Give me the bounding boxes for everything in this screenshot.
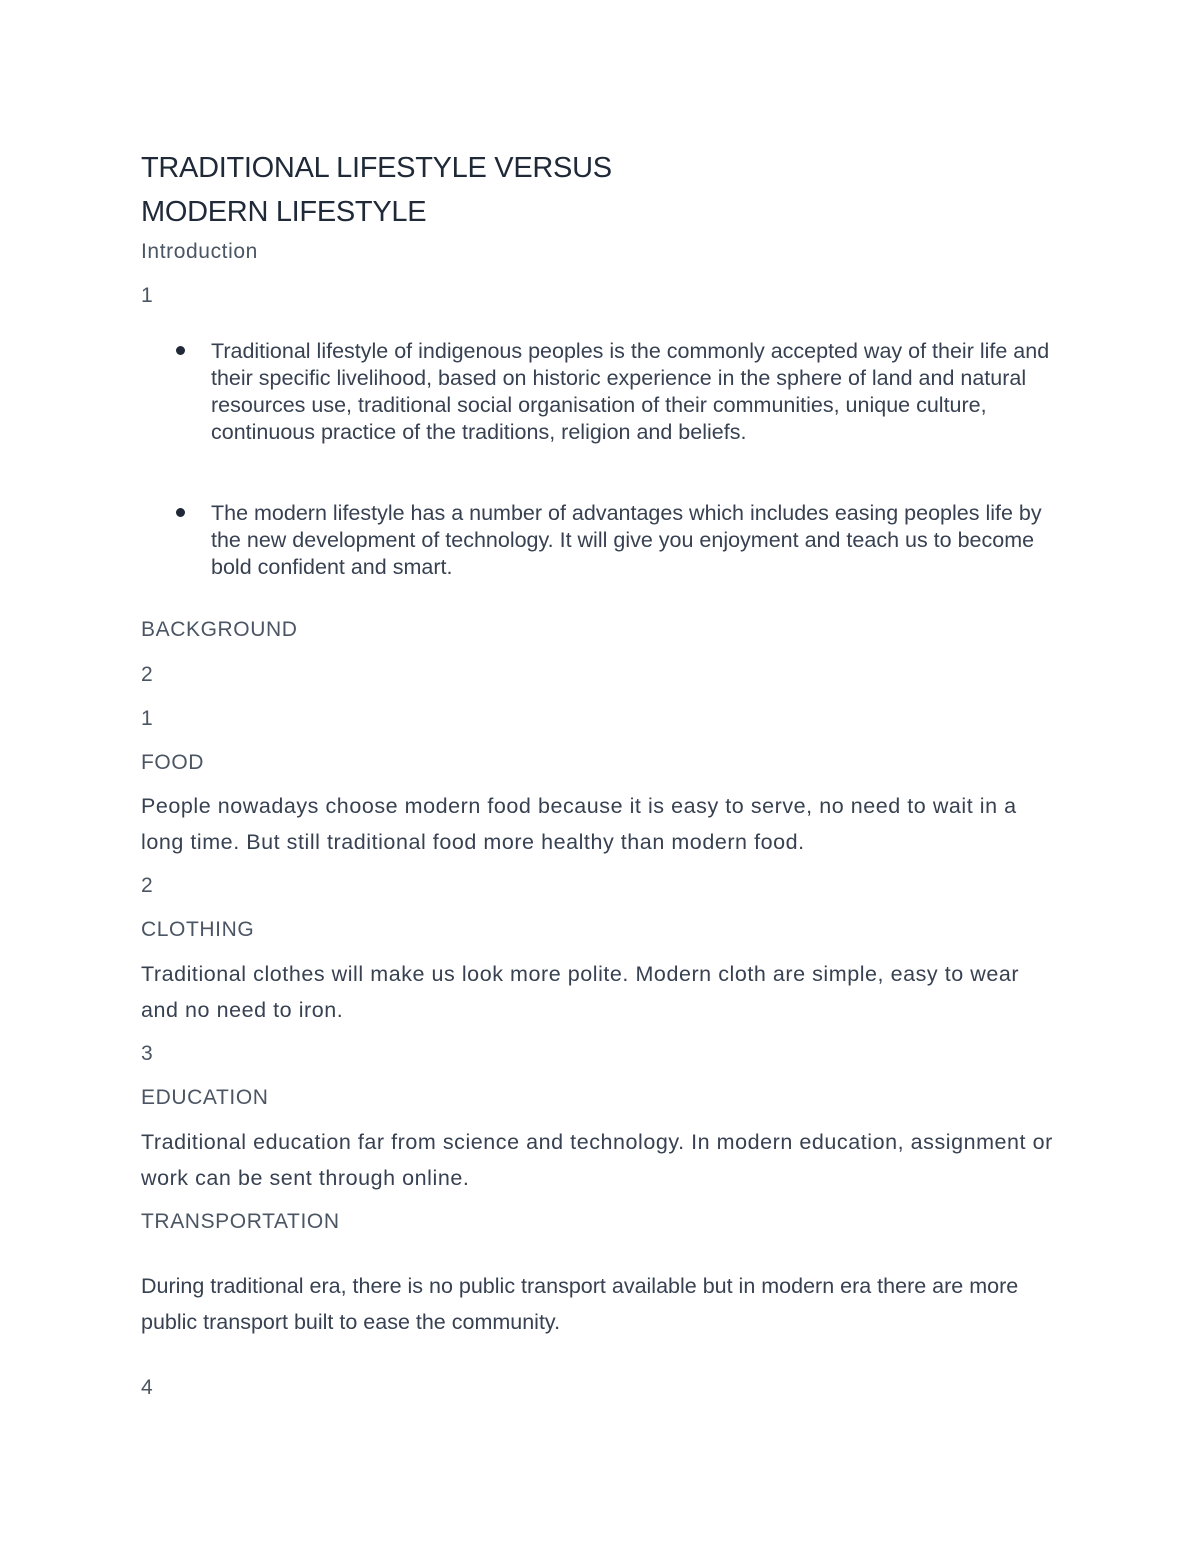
title-line-2: MODERN LIFESTYLE bbox=[141, 196, 427, 228]
intro-heading: Introduction bbox=[141, 240, 258, 263]
transportation-heading: TRANSPORTATION bbox=[141, 1210, 340, 1233]
education-heading: EDUCATION bbox=[141, 1086, 269, 1109]
clothing-number: 2 bbox=[141, 874, 154, 897]
clothing-heading: CLOTHING bbox=[141, 918, 255, 941]
bullet-text: Traditional lifestyle of indigenous peoples is the commonly accepted way of their life and their specific livelihood, based on historic experience in the sphere of land and natural resources use, traditional social organisation of their communities, unique culture, continuous practice of the traditions, religion and beliefs. bbox=[211, 339, 1050, 444]
background-number: 2 bbox=[141, 663, 154, 686]
food-text: People nowadays choose modern food because it is easy to serve, no need to wait in a long time. But still traditional food more healthy than modern food. bbox=[141, 794, 1017, 854]
background-heading: BACKGROUND bbox=[141, 618, 298, 641]
food-heading: FOOD bbox=[141, 751, 205, 774]
bullet-icon bbox=[176, 508, 185, 517]
education-text: Traditional education far from science and technology. In modern education, assignment or work can be sent through online. bbox=[141, 1130, 1053, 1190]
education-number: 3 bbox=[141, 1042, 154, 1065]
bullet-icon bbox=[176, 346, 185, 355]
intro-number: 1 bbox=[141, 284, 154, 307]
bullet-text: The modern lifestyle has a number of advantages which includes easing peoples life by the new development of technology. It will give you enjoyment and teach us to become bold confident and smart. bbox=[211, 501, 1042, 579]
transportation-text: During traditional era, there is no public transport available but in modern era there are more public transport built to ease the community. bbox=[141, 1274, 1019, 1334]
final-number: 4 bbox=[141, 1376, 154, 1399]
clothing-text: Traditional clothes will make us look more polite. Modern cloth are simple, easy to wear and no need to iron. bbox=[141, 962, 1020, 1022]
title-line-1: TRADITIONAL LIFESTYLE VERSUS bbox=[141, 152, 612, 184]
food-number: 1 bbox=[141, 707, 154, 730]
